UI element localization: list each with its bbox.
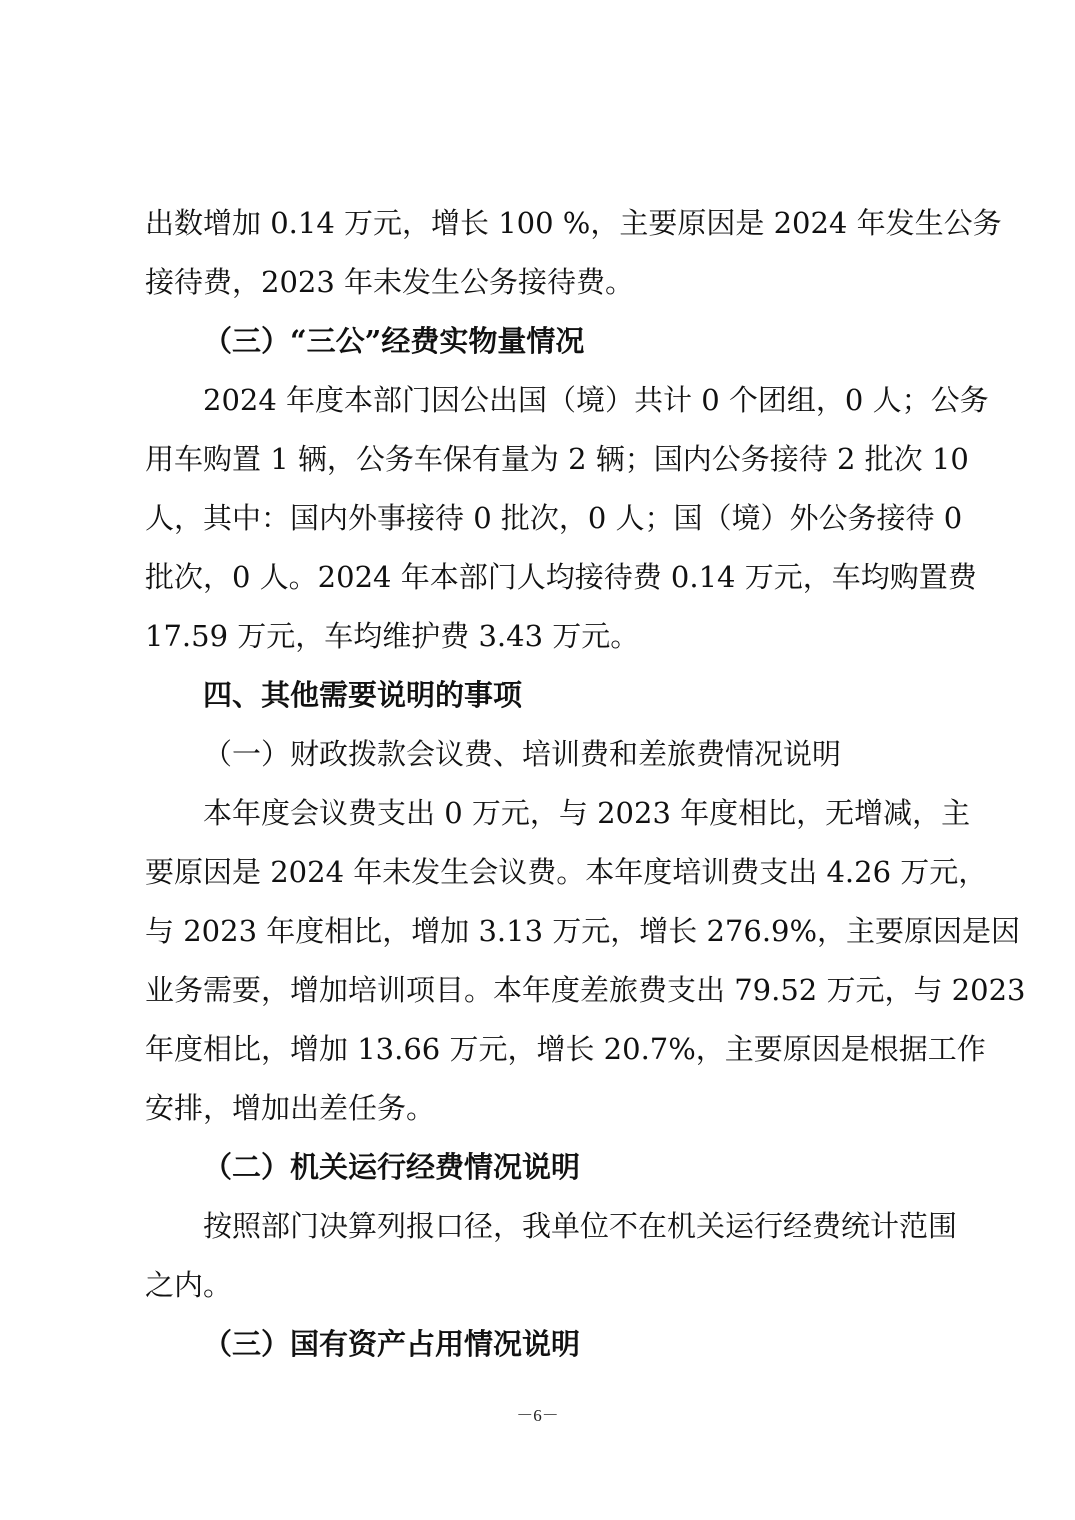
paragraph-line: 按照部门决算列报口径，我单位不在机关运行经费统计范围 bbox=[203, 1209, 958, 1243]
paragraph-line: 与 2023 年度相比，增加 3.13 万元，增长 276.9%，主要原因是因 bbox=[145, 914, 1021, 948]
paragraph-line: 人，其中：国内外事接待 0 批次，0 人；国（境）外公务接待 0 bbox=[145, 501, 963, 535]
paragraph-line: 安排，增加出差任务。 bbox=[145, 1091, 436, 1125]
page-number: －6－ bbox=[516, 1406, 559, 1425]
paragraph-line: 之内。 bbox=[145, 1268, 233, 1302]
paragraph-line: 年度相比，增加 13.66 万元，增长 20.7%，主要原因是根据工作 bbox=[145, 1032, 986, 1066]
section-heading-other-matters: 四、其他需要说明的事项 bbox=[203, 678, 523, 712]
paragraph-line: 出数增加 0.14 万元，增长 100 %，主要原因是 2024 年发生公务 bbox=[145, 206, 1002, 240]
subheading-meeting-training-travel: （一）财政拨款会议费、培训费和差旅费情况说明 bbox=[203, 737, 842, 771]
paragraph-line: 17.59 万元，车均维护费 3.43 万元。 bbox=[145, 619, 640, 653]
paragraph-line: 要原因是 2024 年未发生会议费。本年度培训费支出 4.26 万元， bbox=[145, 855, 988, 889]
subheading-state-assets: （三）国有资产占用情况说明 bbox=[203, 1327, 581, 1361]
paragraph-line: 本年度会议费支出 0 万元，与 2023 年度相比，无增减，主 bbox=[203, 796, 971, 830]
paragraph-line: 用车购置 1 辆，公务车保有量为 2 辆；国内公务接待 2 批次 10 bbox=[145, 442, 969, 476]
paragraph-line: 批次，0 人。2024 年本部门人均接待费 0.14 万元，车均购置费 bbox=[145, 560, 977, 594]
paragraph-line: 2024 年度本部门因公出国（境）共计 0 个团组，0 人；公务 bbox=[203, 383, 989, 417]
page-body bbox=[145, 194, 1026, 1374]
subheading-operating-funds: （二）机关运行经费情况说明 bbox=[203, 1150, 581, 1184]
paragraph-line: 接待费，2023 年未发生公务接待费。 bbox=[145, 265, 635, 299]
paragraph-line: 业务需要，增加培训项目。本年度差旅费支出 79.52 万元，与 2023 bbox=[145, 973, 1026, 1007]
subheading-sangong-quantity: （三）“三公”经费实物量情况 bbox=[203, 324, 585, 358]
